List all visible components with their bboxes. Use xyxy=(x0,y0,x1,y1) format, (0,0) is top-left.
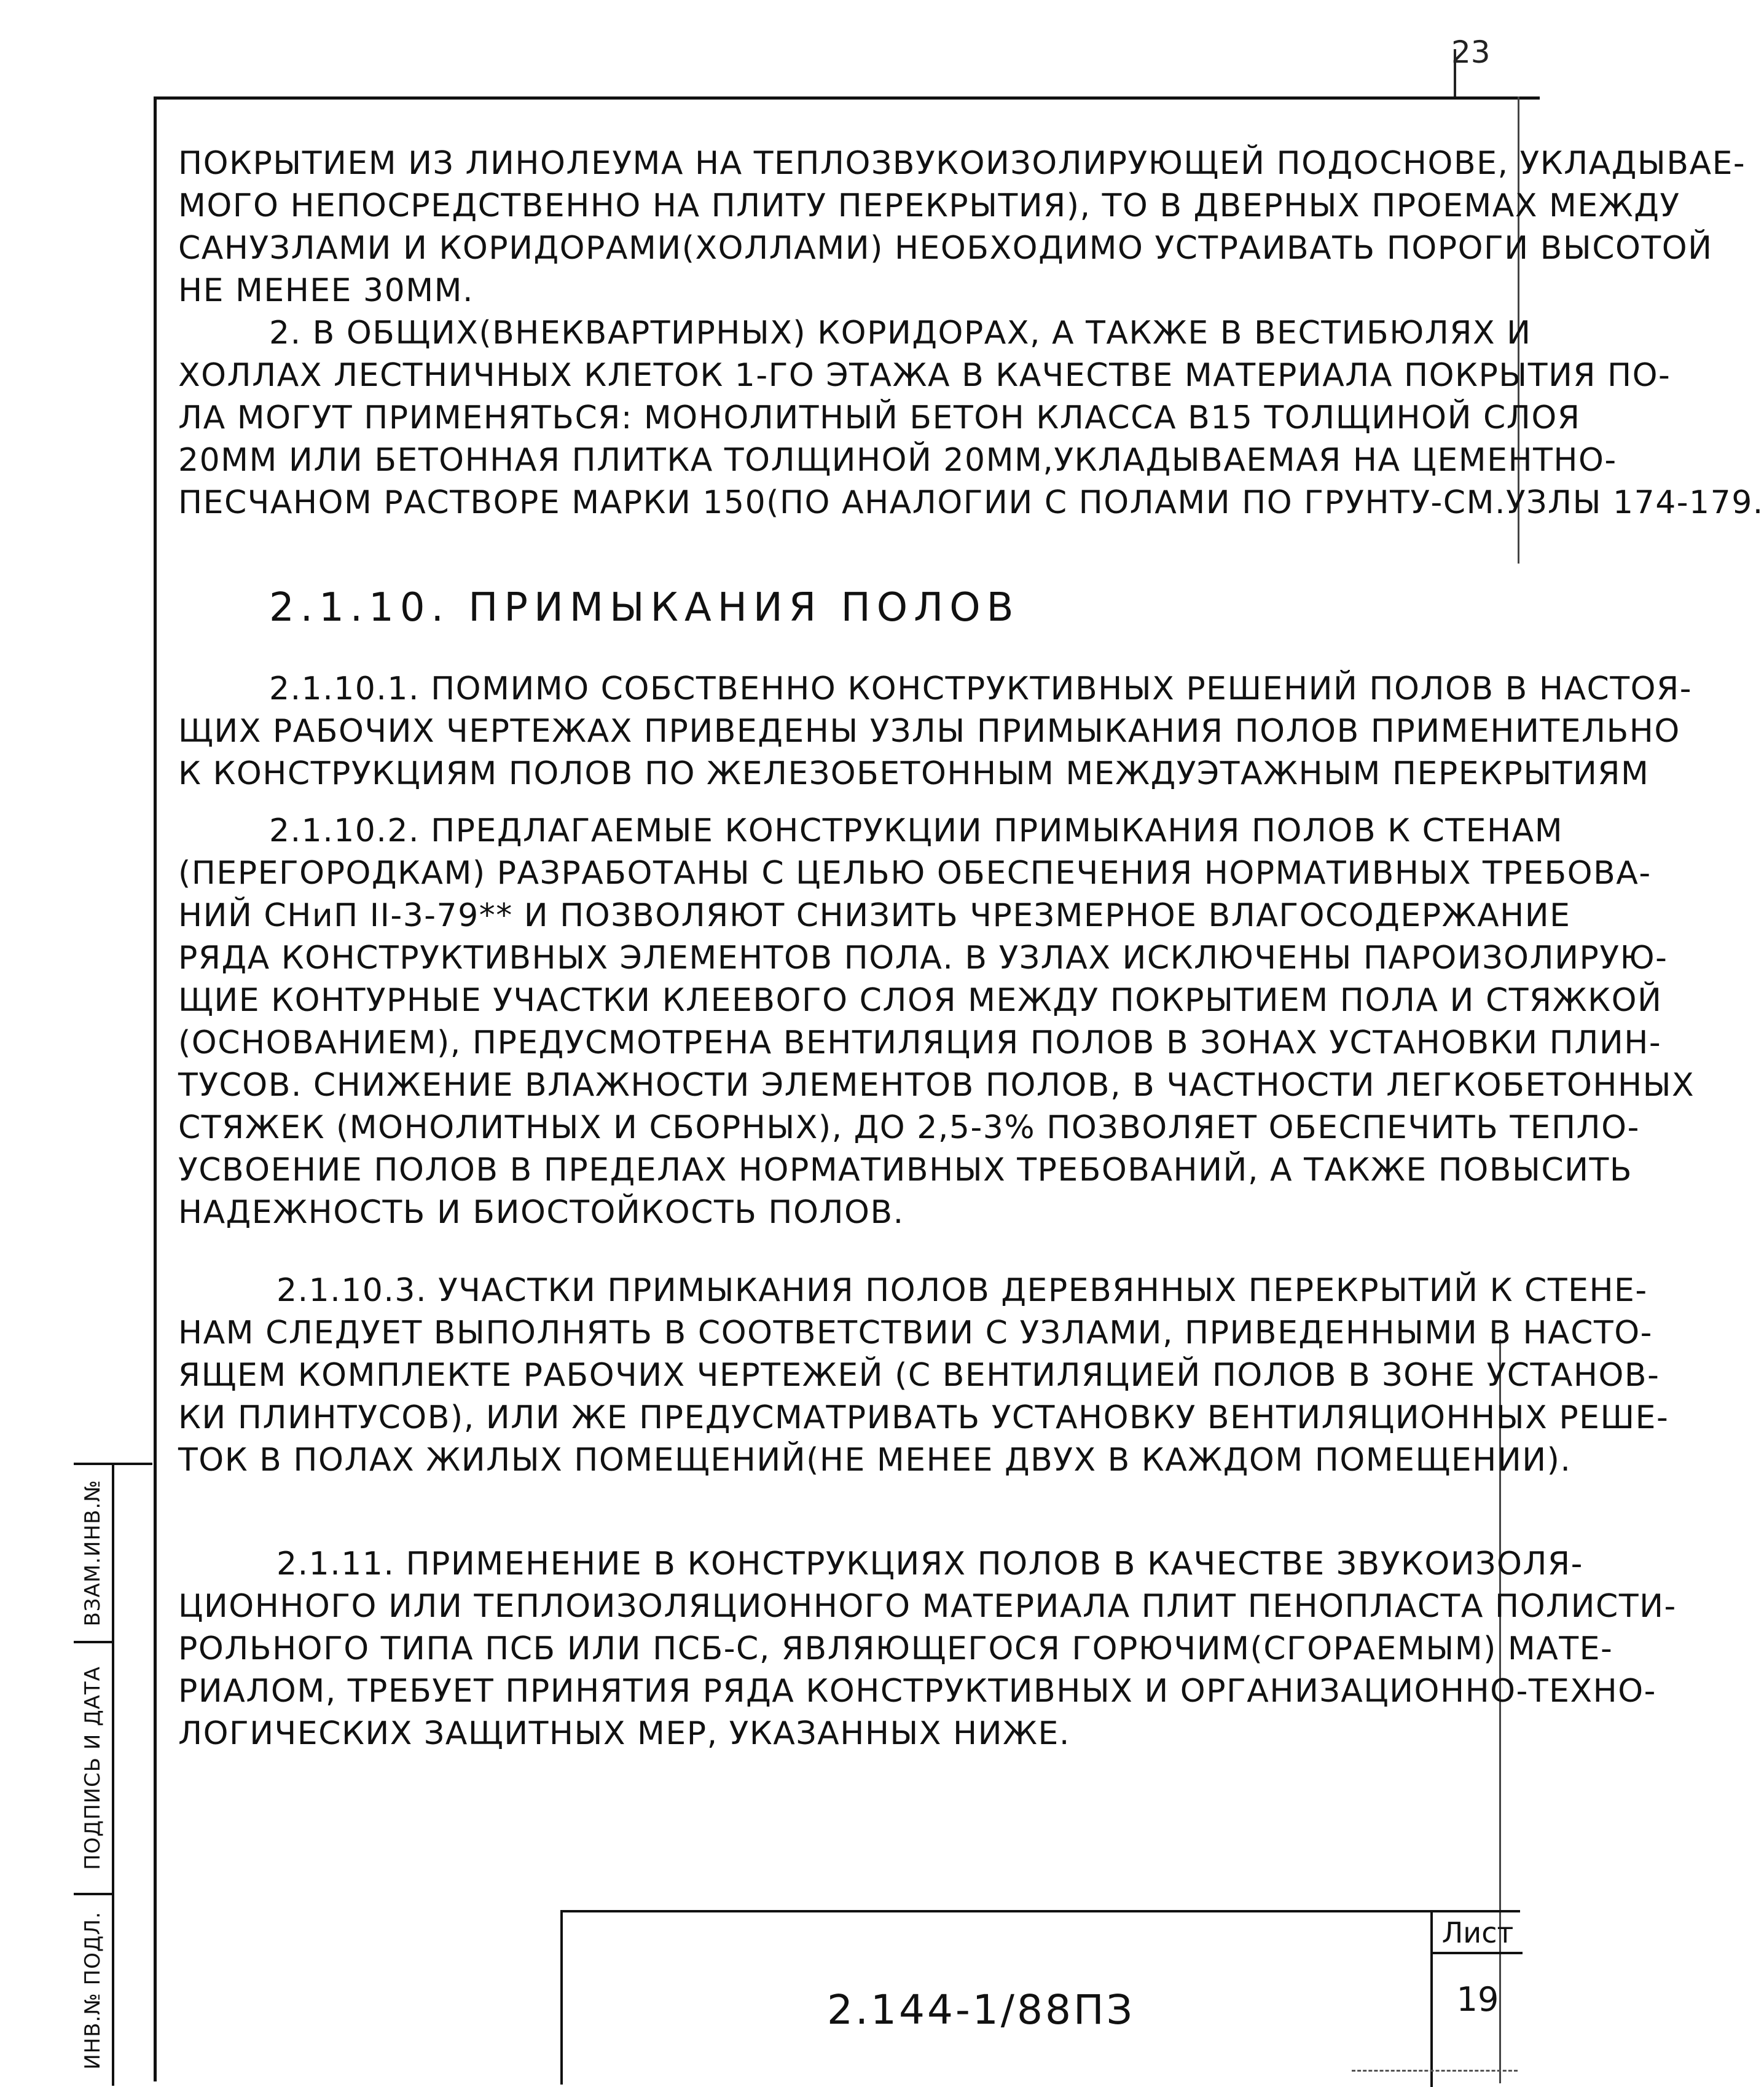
text-line: ТУСОВ. СНИЖЕНИЕ ВЛАЖНОСТИ ЭЛЕМЕНТОВ ПОЛОВ, В ЧАСТНОСТИ ЛЕГКОБЕТОННЫХ xyxy=(178,1067,1695,1104)
text-line: НАДЕЖНОСТЬ И БИОСТОЙКОСТЬ ПОЛОВ. xyxy=(178,1194,904,1231)
stamp-label: ПОДПИСЬ И ДАТА xyxy=(80,1666,105,1870)
text-line: ЛОГИЧЕСКИХ ЗАЩИТНЫХ МЕР, УКАЗАННЫХ НИЖЕ. xyxy=(178,1715,1070,1752)
paragraph-2 xyxy=(178,312,1764,524)
text-line: ХОЛЛАХ ЛЕСТНИЧНЫХ КЛЕТОК 1-ГО ЭТАЖА В КАЧЕСТВЕ МАТЕРИАЛА ПОКРЫТИЯ ПО- xyxy=(178,357,1671,394)
paragraph-1 xyxy=(178,143,1746,312)
frame-left-rule xyxy=(154,96,157,2081)
text-line: (ОСНОВАНИЕМ), ПРЕДУСМОТРЕНА ВЕНТИЛЯЦИЯ ПОЛОВ В ЗОНАХ УСТАНОВКИ ПЛИН- xyxy=(178,1024,1662,1061)
text-line: ПОКРЫТИЕМ ИЗ ЛИНОЛЕУМА НА ТЕПЛОЗВУКОИЗОЛИРУЮЩЕЙ ПОДОСНОВЕ, УКЛАДЫВАЕ- xyxy=(178,145,1746,182)
text-line: ЩИХ РАБОЧИХ ЧЕРТЕЖАХ ПРИВЕДЕНЫ УЗЛЫ ПРИМЫКАНИЯ ПОЛОВ ПРИМЕНИТЕЛЬНО xyxy=(178,713,1680,750)
text-line: 2.1.10.1. ПОМИМО СОБСТВЕННО КОНСТРУКТИВНЫХ РЕШЕНИЙ ПОЛОВ В НАСТОЯ- xyxy=(269,670,1692,707)
text-line: 20ММ ИЛИ БЕТОННАЯ ПЛИТКА ТОЛЩИНОЙ 20ММ,УКЛАДЫВАЕМАЯ НА ЦЕМЕНТНО- xyxy=(178,442,1617,479)
text-line: 2.1.10.2. ПРЕДЛАГАЕМЫЕ КОНСТРУКЦИИ ПРИМЫКАНИЯ ПОЛОВ К СТЕНАМ xyxy=(269,812,1564,849)
paragraph-4 xyxy=(178,810,1695,1234)
stamp-cell-replacement-inv xyxy=(74,1465,112,1643)
text-line: МОГО НЕПОСРЕДСТВЕННО НА ПЛИТУ ПЕРЕКРЫТИЯ), ТО В ДВЕРНЫХ ПРОЕМАХ МЕЖДУ xyxy=(178,187,1680,224)
stamp-column xyxy=(74,1465,114,2086)
text-line: РЯДА КОНСТРУКТИВНЫХ ЭЛЕМЕНТОВ ПОЛА. В УЗЛАХ ИСКЛЮЧЕНЫ ПАРОИЗОЛИРУЮ- xyxy=(178,940,1668,977)
sheet-label: Лист xyxy=(1433,1914,1523,1954)
text-line: ЯЩЕМ КОМПЛЕКТЕ РАБОЧИХ ЧЕРТЕЖЕЙ (С ВЕНТИЛЯЦИЕЙ ПОЛОВ В ЗОНЕ УСТАНОВ- xyxy=(178,1357,1660,1394)
document-body xyxy=(178,143,1764,1755)
text-line: 2.1.10.3. УЧАСТКИ ПРИМЫКАНИЯ ПОЛОВ ДЕРЕВЯННЫХ ПЕРЕКРЫТИЙ К СТЕНЕ- xyxy=(276,1272,1648,1309)
dashed-rule xyxy=(1352,2070,1518,2072)
stamp-label: ИНВ.№ ПОДЛ. xyxy=(80,1911,105,2070)
sheet-number: 19 xyxy=(1456,1980,1499,2019)
text-line: СТЯЖЕК (МОНОЛИТНЫХ И СБОРНЫХ), ДО 2,5-3% ПОЗВОЛЯЕТ ОБЕСПЕЧИТЬ ТЕПЛО- xyxy=(178,1109,1640,1146)
text-line: РОЛЬНОГО ТИПА ПСБ ИЛИ ПСБ-С, ЯВЛЯЮЩЕГОСЯ ГОРЮЧИМ(СГОРАЕМЫМ) МАТЕ- xyxy=(178,1630,1613,1667)
text-line: УСВОЕНИЕ ПОЛОВ В ПРЕДЕЛАХ НОРМАТИВНЫХ ТРЕБОВАНИЙ, А ТАКЖЕ ПОВЫСИТЬ xyxy=(178,1152,1633,1189)
text-line: ЩИЕ КОНТУРНЫЕ УЧАСТКИ КЛЕЕВОГО СЛОЯ МЕЖДУ ПОКРЫТИЕМ ПОЛА И СТЯЖКОЙ xyxy=(178,982,1663,1019)
text-line: РИАЛОМ, ТРЕБУЕТ ПРИНЯТИЯ РЯДА КОНСТРУКТИВНЫХ И ОРГАНИЗАЦИОННО-ТЕХНО- xyxy=(178,1673,1656,1710)
text-line: ТОК В ПОЛАХ ЖИЛЫХ ПОМЕЩЕНИЙ(НЕ МЕНЕЕ ДВУХ В КАЖДОМ ПОМЕЩЕНИИ). xyxy=(178,1442,1572,1479)
text-line: КИ ПЛИНТУСОВ), ИЛИ ЖЕ ПРЕДУСМАТРИВАТЬ УСТАНОВКУ ВЕНТИЛЯЦИОННЫХ РЕШЕ- xyxy=(178,1399,1669,1436)
text-line: НЕ МЕНЕЕ 30ММ. xyxy=(178,272,474,309)
stamp-label: ВЗАМ.ИНВ.№ xyxy=(80,1479,105,1627)
paragraph-6 xyxy=(178,1543,1677,1755)
section-heading: 2.1.10. ПРИМЫКАНИЯ ПОЛОВ xyxy=(269,585,1020,631)
text-line: НИЙ СНиП II-3-79** И ПОЗВОЛЯЮТ СНИЗИТЬ ЧРЕЗМЕРНОЕ ВЛАГОСОДЕРЖАНИЕ xyxy=(178,897,1571,934)
text-line: САНУЗЛАМИ И КОРИДОРАМИ(ХОЛЛАМИ) НЕОБХОДИМО УСТРАИВАТЬ ПОРОГИ ВЫСОТОЙ xyxy=(178,230,1713,267)
frame-top-rule xyxy=(154,96,1540,100)
title-block xyxy=(560,1910,1520,2085)
document-code: 2.144-1/88ПЗ xyxy=(827,1986,1135,2034)
paragraph-3 xyxy=(178,668,1692,795)
paragraph-5 xyxy=(178,1270,1669,1482)
sheet-box xyxy=(1430,1912,1523,2087)
text-line: ЦИОННОГО ИЛИ ТЕПЛОИЗОЛЯЦИОННОГО МАТЕРИАЛА ПЛИТ ПЕНОПЛАСТА ПОЛИСТИ- xyxy=(178,1588,1677,1625)
text-line: К КОНСТРУКЦИЯМ ПОЛОВ ПО ЖЕЛЕЗОБЕТОННЫМ МЕЖДУЭТАЖНЫМ ПЕРЕКРЫТИЯМ xyxy=(178,755,1650,792)
text-line: 2. В ОБЩИХ(ВНЕКВАРТИРНЫХ) КОРИДОРАХ, А ТАКЖЕ В ВЕСТИБЮЛЯХ И xyxy=(269,315,1532,352)
stamp-cell-signature-date xyxy=(74,1643,112,1895)
text-line: (ПЕРЕГОРОДКАМ) РАЗРАБОТАНЫ С ЦЕЛЬЮ ОБЕСПЕЧЕНИЯ НОРМАТИВНЫХ ТРЕБОВА- xyxy=(178,855,1652,892)
text-line: 2.1.11. ПРИМЕНЕНИЕ В КОНСТРУКЦИЯХ ПОЛОВ В КАЧЕСТВЕ ЗВУКОИЗОЛЯ- xyxy=(276,1546,1583,1582)
text-line: ЛА МОГУТ ПРИМЕНЯТЬСЯ: МОНОЛИТНЫЙ БЕТОН КЛАССА В15 ТОЛЩИНОЙ СЛОЯ xyxy=(178,399,1581,436)
page-number: 23 xyxy=(1451,34,1491,70)
text-line: ПЕСЧАНОМ РАСТВОРЕ МАРКИ 150(ПО АНАЛОГИИ С ПОЛАМИ ПО ГРУНТУ-СМ.УЗЛЫ 174-179. xyxy=(178,484,1764,521)
margin-stamp xyxy=(74,1463,152,2086)
page-number-tick xyxy=(1454,49,1456,98)
text-line: НАМ СЛЕДУЕТ ВЫПОЛНЯТЬ В СООТВЕТСТВИИ С УЗЛАМИ, ПРИВЕДЕННЫМИ В НАСТО- xyxy=(178,1315,1653,1351)
stamp-cell-original-inv xyxy=(74,1895,112,2086)
